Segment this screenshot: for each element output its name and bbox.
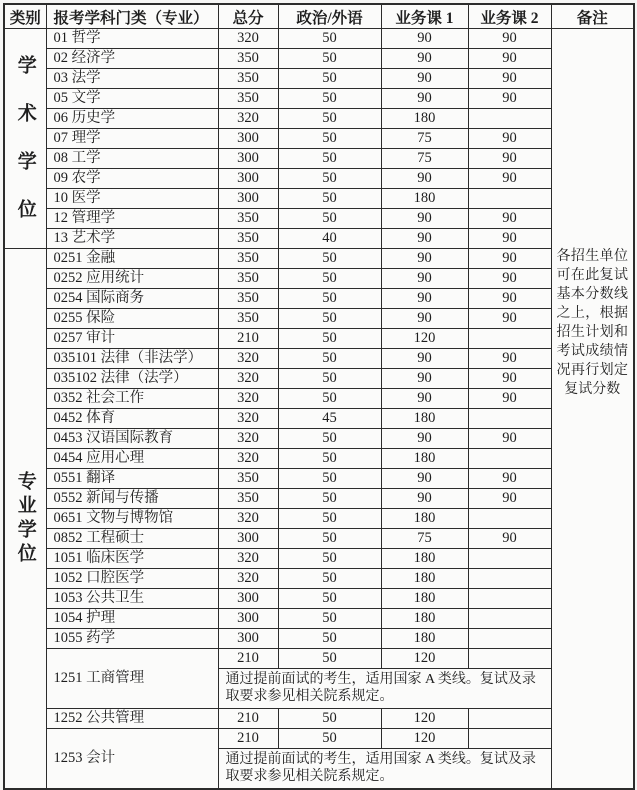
subject-cell: 1055 药学 [46, 629, 218, 649]
category-label: 专业学位 [14, 470, 36, 567]
table-row [4, 729, 634, 749]
score-cell-course2: 90 [468, 349, 551, 369]
subject-cell: 0255 保险 [46, 309, 218, 329]
score-cell-total: 320 [218, 389, 278, 409]
score-cell-total: 210 [218, 329, 278, 349]
score-cell-politics: 50 [278, 489, 381, 509]
score-cell-course1: 90 [381, 249, 468, 269]
score-cell-course2: 90 [468, 29, 551, 49]
score-cell-total: 350 [218, 89, 278, 109]
subject-cell: 035101 法律（非法学） [46, 349, 218, 369]
score-cell-course2 [468, 509, 551, 529]
score-cell-course1: 180 [381, 109, 468, 129]
score-cell-course1: 180 [381, 449, 468, 469]
table-row [4, 309, 634, 329]
table-row [4, 569, 634, 589]
table-row [4, 589, 634, 609]
score-cell-total: 320 [218, 509, 278, 529]
table-row [4, 629, 634, 649]
table-row [4, 209, 634, 229]
subject-cell: 0254 国际商务 [46, 289, 218, 309]
score-cell-total: 300 [218, 589, 278, 609]
subject-cell: 02 经济学 [46, 49, 218, 69]
table-row [4, 649, 634, 669]
score-cell-course1: 180 [381, 569, 468, 589]
score-cell-course1: 90 [381, 489, 468, 509]
table-row [4, 489, 634, 509]
subject-cell: 0252 应用统计 [46, 269, 218, 289]
subject-cell: 0257 审计 [46, 329, 218, 349]
score-cell-total: 210 [218, 729, 278, 749]
table-row [4, 49, 634, 69]
score-cell-course2 [468, 649, 551, 669]
remark-line: 可在此复试 [556, 268, 628, 283]
remark-line: 招生计划和 [556, 325, 628, 340]
table-row [4, 329, 634, 349]
table-row [4, 129, 634, 149]
score-cell-politics: 50 [278, 529, 381, 549]
score-cell-course2: 90 [468, 389, 551, 409]
subject-cell: 01 哲学 [46, 29, 218, 49]
score-cell-course2 [468, 729, 551, 749]
header-cell-course1: 业务课 1 [381, 4, 468, 29]
table-row [4, 269, 634, 289]
score-cell-politics: 50 [278, 249, 381, 269]
table-row [4, 169, 634, 189]
score-cell-course1: 90 [381, 429, 468, 449]
score-cell-course2: 90 [468, 469, 551, 489]
score-cell-course2: 90 [468, 309, 551, 329]
score-cell-politics: 50 [278, 429, 381, 449]
score-cell-total: 300 [218, 129, 278, 149]
score-cell-course2: 90 [468, 129, 551, 149]
score-cell-politics: 50 [278, 89, 381, 109]
table-row [4, 89, 634, 109]
remark-line: 基本分数线 [556, 287, 628, 302]
score-cell-course1: 90 [381, 29, 468, 49]
subject-cell: 0552 新闻与传播 [46, 489, 218, 509]
category-cell [4, 29, 46, 249]
score-cell-total: 350 [218, 229, 278, 249]
score-cell-politics: 50 [278, 169, 381, 189]
score-cell-course2: 90 [468, 149, 551, 169]
score-cell-course2: 90 [468, 369, 551, 389]
score-cell-course2: 90 [468, 49, 551, 69]
score-cell-course2 [468, 409, 551, 429]
score-cell-course1: 90 [381, 289, 468, 309]
score-cell-politics: 50 [278, 569, 381, 589]
score-cell-politics: 50 [278, 729, 381, 749]
score-cell-politics: 50 [278, 69, 381, 89]
category-label: 学术学位 [14, 54, 36, 247]
score-cell-course2 [468, 569, 551, 589]
score-cell-course1: 90 [381, 389, 468, 409]
score-cell-course2: 90 [468, 89, 551, 109]
score-cell-course2: 90 [468, 529, 551, 549]
score-cell-course1: 75 [381, 149, 468, 169]
score-cell-politics: 50 [278, 469, 381, 489]
score-cell-course1: 90 [381, 169, 468, 189]
header-cell-category: 类别 [4, 4, 46, 29]
score-cell-course2 [468, 629, 551, 649]
remark-line: 考试成绩情 [556, 344, 628, 359]
score-cell-total: 300 [218, 149, 278, 169]
score-cell-course1: 180 [381, 589, 468, 609]
subject-cell: 05 文学 [46, 89, 218, 109]
subject-cell: 13 艺术学 [46, 229, 218, 249]
subject-cell: 12 管理学 [46, 209, 218, 229]
score-cell-course2: 90 [468, 289, 551, 309]
score-cell-total: 300 [218, 609, 278, 629]
remark-text [557, 247, 629, 399]
subject-cell: 1253 会计 [46, 729, 218, 790]
score-cell-politics: 50 [278, 49, 381, 69]
table-row [4, 529, 634, 549]
score-cell-total: 350 [218, 209, 278, 229]
remark-cell [551, 29, 634, 790]
score-cell-course1: 180 [381, 609, 468, 629]
table-row [4, 149, 634, 169]
score-cell-politics: 50 [278, 509, 381, 529]
score-cell-politics: 50 [278, 629, 381, 649]
score-cell-total: 210 [218, 649, 278, 669]
table-row [4, 709, 634, 729]
score-cell-course1: 90 [381, 49, 468, 69]
header-row [4, 4, 634, 29]
header-cell-politics: 政治/外语 [278, 4, 381, 29]
score-cell-politics: 50 [278, 129, 381, 149]
score-cell-course2 [468, 609, 551, 629]
subject-cell: 0452 体育 [46, 409, 218, 429]
score-cell-total: 350 [218, 289, 278, 309]
score-cell-total: 320 [218, 349, 278, 369]
score-cell-politics: 50 [278, 349, 381, 369]
score-cell-total: 300 [218, 529, 278, 549]
subject-cell: 1051 临床医学 [46, 549, 218, 569]
score-cell-total: 320 [218, 429, 278, 449]
score-cell-politics: 50 [278, 29, 381, 49]
score-cell-politics: 50 [278, 709, 381, 729]
score-cell-course2 [468, 109, 551, 129]
score-cell-politics: 50 [278, 329, 381, 349]
score-cell-total: 300 [218, 169, 278, 189]
score-cell-politics: 50 [278, 189, 381, 209]
score-cell-course1: 90 [381, 229, 468, 249]
score-cell-politics: 50 [278, 309, 381, 329]
score-cell-course2 [468, 589, 551, 609]
table-row [4, 609, 634, 629]
score-cell-total: 300 [218, 629, 278, 649]
score-cell-course2: 90 [468, 169, 551, 189]
subject-cell: 1252 公共管理 [46, 709, 218, 729]
subject-cell: 1054 护理 [46, 609, 218, 629]
score-cell-politics: 45 [278, 409, 381, 429]
score-cell-course1: 120 [381, 729, 468, 749]
score-cell-total: 350 [218, 69, 278, 89]
score-cell-total: 350 [218, 469, 278, 489]
score-cell-politics: 50 [278, 649, 381, 669]
table-row [4, 389, 634, 409]
score-cell-politics: 50 [278, 589, 381, 609]
score-cell-course2: 90 [468, 429, 551, 449]
remark-line: 复试分数 [564, 382, 621, 397]
table-row [4, 229, 634, 249]
score-cell-politics: 50 [278, 609, 381, 629]
remark-line: 况再行划定 [556, 363, 628, 378]
score-cell-course2: 90 [468, 269, 551, 289]
score-cell-course1: 90 [381, 309, 468, 329]
score-cell-total: 320 [218, 569, 278, 589]
score-cell-politics: 50 [278, 209, 381, 229]
subject-cell: 08 工学 [46, 149, 218, 169]
subject-cell: 1251 工商管理 [46, 649, 218, 709]
score-cell-total: 210 [218, 709, 278, 729]
score-cell-total: 320 [218, 369, 278, 389]
score-cell-politics: 50 [278, 109, 381, 129]
score-cell-politics: 50 [278, 549, 381, 569]
score-cell-course2 [468, 449, 551, 469]
score-cell-course1: 90 [381, 369, 468, 389]
score-cell-total: 320 [218, 409, 278, 429]
table-row [4, 29, 634, 49]
score-cell-course1: 120 [381, 649, 468, 669]
subject-cell: 0454 应用心理 [46, 449, 218, 469]
score-cell-total: 320 [218, 549, 278, 569]
table-row [4, 549, 634, 569]
score-cell-total: 300 [218, 189, 278, 209]
score-cell-total: 350 [218, 489, 278, 509]
subject-cell: 07 理学 [46, 129, 218, 149]
subject-cell: 09 农学 [46, 169, 218, 189]
score-cell-course2 [468, 549, 551, 569]
score-cell-course2: 90 [468, 209, 551, 229]
score-cell-course2: 90 [468, 249, 551, 269]
table-row [4, 449, 634, 469]
score-cell-total: 350 [218, 49, 278, 69]
score-cell-course1: 75 [381, 129, 468, 149]
score-cell-course1: 180 [381, 189, 468, 209]
subject-cell: 0551 翻译 [46, 469, 218, 489]
score-cell-total: 350 [218, 309, 278, 329]
table-row [4, 249, 634, 269]
score-cell-politics: 40 [278, 229, 381, 249]
score-cell-course2: 90 [468, 489, 551, 509]
score-cell-course1: 120 [381, 709, 468, 729]
subject-cell: 0852 工程硕士 [46, 529, 218, 549]
score-cell-course1: 90 [381, 469, 468, 489]
subject-cell: 06 历史学 [46, 109, 218, 129]
score-cell-course1: 180 [381, 549, 468, 569]
score-cell-course1: 180 [381, 509, 468, 529]
subject-cell: 035102 法律（法学） [46, 369, 218, 389]
subject-cell: 0453 汉语国际教育 [46, 429, 218, 449]
subject-cell: 0651 文物与博物馆 [46, 509, 218, 529]
score-cell-course2 [468, 329, 551, 349]
table-row [4, 289, 634, 309]
score-cell-politics: 50 [278, 389, 381, 409]
header-cell-remark: 备注 [551, 4, 634, 29]
table-row [4, 109, 634, 129]
table-row [4, 189, 634, 209]
score-cell-total: 320 [218, 29, 278, 49]
score-cell-course1: 120 [381, 329, 468, 349]
score-cell-course1: 90 [381, 89, 468, 109]
score-cell-course1: 75 [381, 529, 468, 549]
score-table [3, 3, 635, 790]
score-cell-total: 350 [218, 269, 278, 289]
subject-cell: 1052 口腔医学 [46, 569, 218, 589]
header-cell-course2: 业务课 2 [468, 4, 551, 29]
table-row [4, 429, 634, 449]
score-cell-politics: 50 [278, 289, 381, 309]
score-cell-course1: 180 [381, 629, 468, 649]
subject-cell: 03 法学 [46, 69, 218, 89]
subject-cell: 1053 公共卫生 [46, 589, 218, 609]
header-cell-subject: 报考学科门类（专业） [46, 4, 218, 29]
score-cell-course2 [468, 709, 551, 729]
score-cell-total: 320 [218, 449, 278, 469]
mba-note-cell: 通过提前面试的考生，适用国家 A 类线。复试及录取要求参见相关院系规定。 [218, 669, 551, 709]
score-cell-course2: 90 [468, 229, 551, 249]
subject-cell: 10 医学 [46, 189, 218, 209]
subject-cell: 0251 金融 [46, 249, 218, 269]
remark-line: 之上，根据 [556, 306, 628, 321]
score-cell-course1: 90 [381, 349, 468, 369]
score-cell-total: 320 [218, 109, 278, 129]
subject-cell: 0352 社会工作 [46, 389, 218, 409]
score-table-body [4, 29, 634, 790]
score-cell-course2 [468, 189, 551, 209]
score-cell-total: 350 [218, 249, 278, 269]
table-row [4, 469, 634, 489]
score-cell-politics: 50 [278, 269, 381, 289]
score-cell-course2: 90 [468, 69, 551, 89]
header-cell-total: 总分 [218, 4, 278, 29]
score-cell-politics: 50 [278, 149, 381, 169]
mba-note-cell: 通过提前面试的考生，适用国家 A 类线。复试及录取要求参见相关院系规定。 [218, 749, 551, 790]
category-cell [4, 249, 46, 790]
score-cell-course1: 90 [381, 69, 468, 89]
score-cell-course1: 90 [381, 269, 468, 289]
score-cell-course1: 180 [381, 409, 468, 429]
table-row [4, 349, 634, 369]
score-cell-course1: 90 [381, 209, 468, 229]
remark-line: 各招生单位 [556, 249, 628, 264]
score-cell-politics: 50 [278, 369, 381, 389]
table-row [4, 69, 634, 89]
table-row [4, 409, 634, 429]
table-row [4, 369, 634, 389]
score-cell-politics: 50 [278, 449, 381, 469]
table-row [4, 509, 634, 529]
